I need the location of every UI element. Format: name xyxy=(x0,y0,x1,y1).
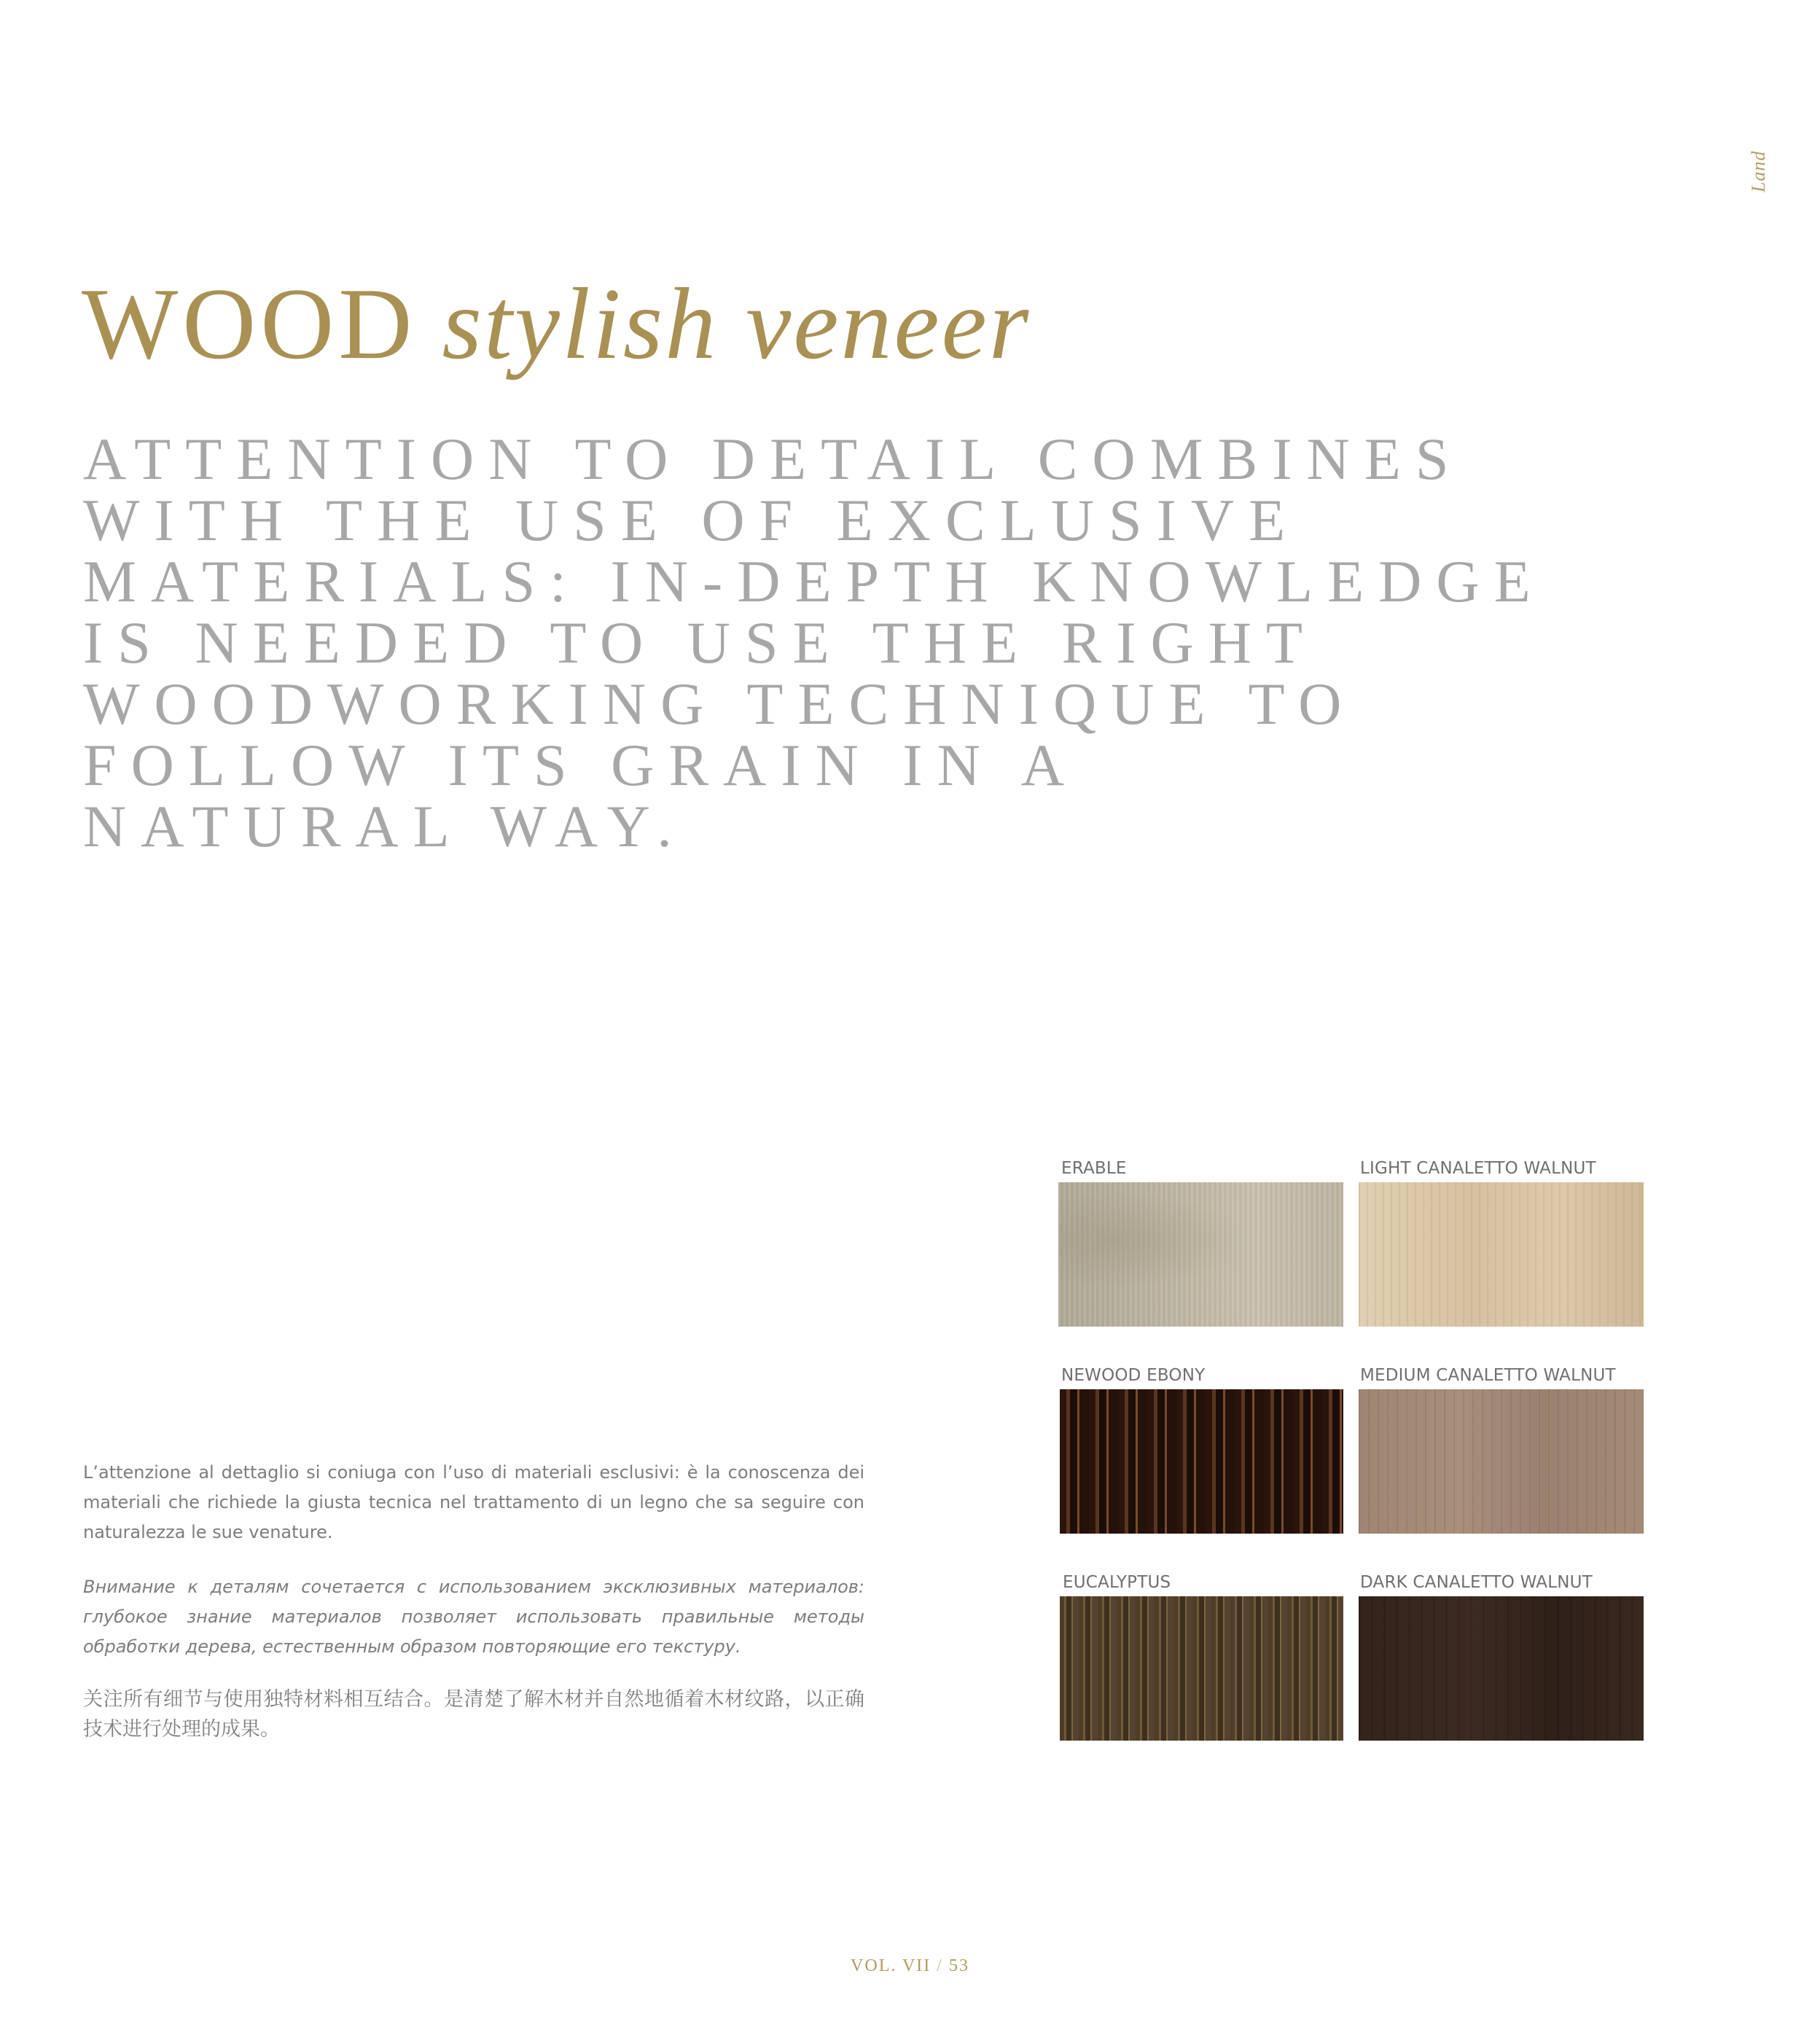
headline-line: ATTENTION TO DETAIL COMBINES xyxy=(83,426,1464,492)
page-footer xyxy=(0,1956,1820,1976)
swatch-eucalyptus xyxy=(1060,1596,1343,1741)
title-italic: stylish veneer xyxy=(442,268,1031,380)
swatch-label-eucalyptus: EUCALYPTUS xyxy=(1063,1573,1171,1592)
headline-line: WOODWORKING TECHNIQUE TO xyxy=(83,671,1356,737)
paragraph-russian: Внимание к деталям сочетается с использованием эксклюзивных материалов: глубокое знание материалов позволяет использовать правильные методы обработки дерева, естественным образом повторяющие его текстуру. xyxy=(83,1577,864,1657)
swatch-label-light-canaletto: LIGHT CANALETTO WALNUT xyxy=(1360,1159,1596,1178)
page-number: 53 xyxy=(948,1956,969,1975)
title-main: WOOD xyxy=(82,268,417,380)
headline-line: MATERIALS: IN-DEPTH KNOWLEDGE xyxy=(83,548,1545,614)
paragraph-italian: L’attenzione al dettaglio si coniuga con l’uso di materiali esclusivi: è la conoscenza dei materiali che richiede la giusta tecnica nel trattamento di un legno che sa seguire con naturalezza le sue venature. xyxy=(83,1462,864,1542)
section-label: Land xyxy=(1748,150,1769,192)
headline xyxy=(83,426,1687,859)
swatch-label-newood-ebony: NEWOOD EBONY xyxy=(1061,1366,1206,1385)
swatch-label-erable: ERABLE xyxy=(1061,1159,1127,1178)
swatch-newood-ebony xyxy=(1060,1389,1343,1534)
headline-line: IS NEEDED TO USE THE RIGHT xyxy=(83,609,1318,676)
footer-separator: / xyxy=(937,1956,943,1975)
headline-line: NATURAL WAY. xyxy=(83,793,687,859)
swatch-dark-canaletto xyxy=(1359,1596,1644,1741)
headline-line: FOLLOW ITS GRAIN IN A xyxy=(83,732,1079,798)
footer-volume: VOL. VII xyxy=(851,1956,932,1975)
headline-line: WITH THE USE OF EXCLUSIVE xyxy=(83,487,1300,553)
swatch-label-dark-canaletto: DARK CANALETTO WALNUT xyxy=(1360,1573,1593,1592)
paragraph-chinese: 关注所有细节与使用独特材料相互结合。是清楚了解木材并自然地循着木材纹路，以正确技术进行处理的成果。 xyxy=(83,1688,864,1741)
page-title xyxy=(82,268,1031,380)
swatch-medium-canaletto xyxy=(1359,1389,1644,1534)
swatch-erable xyxy=(1058,1182,1343,1327)
swatch-label-medium-canaletto: MEDIUM CANALETTO WALNUT xyxy=(1360,1366,1616,1385)
swatch-light-canaletto xyxy=(1359,1182,1644,1327)
